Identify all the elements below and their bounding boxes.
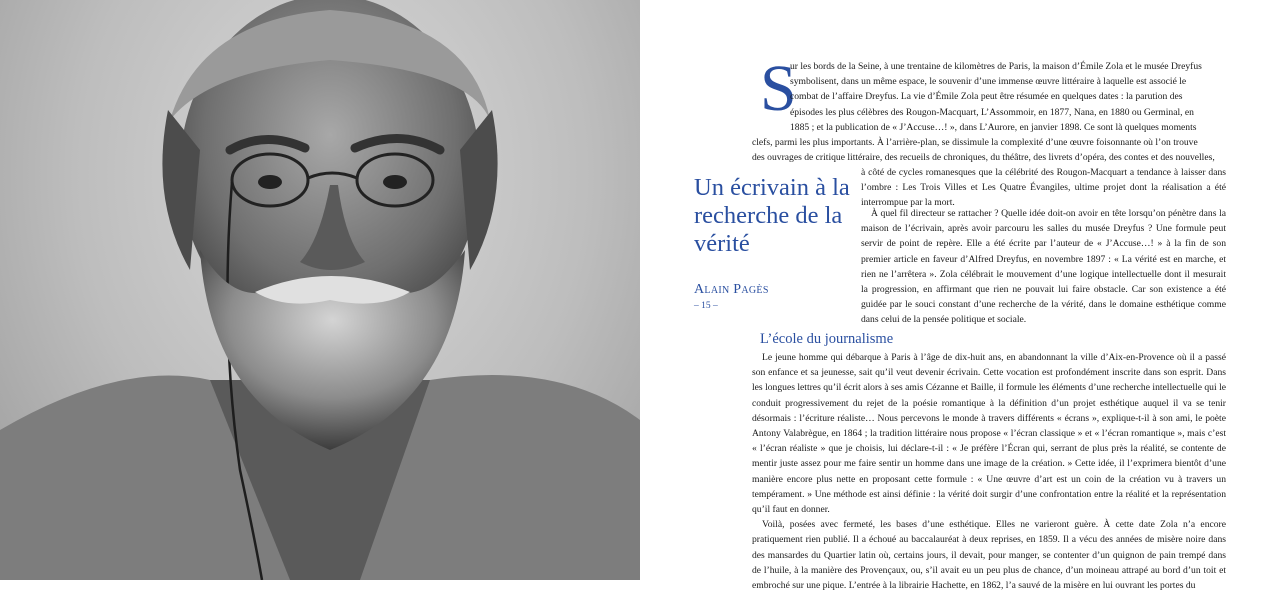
text-line: symbolisent, dans un même espace, le souvenir d’une immense œuvre littéraire à laquelle est associé le	[790, 76, 1187, 88]
text-line: ur les bords de la Seine, à une trentaine de kilomètres de Paris, la maison d’Émile Zola et le musée Dreyfus	[790, 61, 1202, 72]
drop-cap: S	[760, 52, 797, 125]
text-line: des ouvrages de critique littéraire, des recueils de chroniques, du théâtre, des livrets d’opéra, des contes et des nouvelles,	[752, 152, 1215, 164]
portrait-illustration	[0, 0, 640, 580]
section-heading: L’école du journalisme	[760, 331, 894, 347]
paragraph: À quel fil directeur se rattacher ? Quelle idée doit-on avoir en tête lorsqu’on pénètre dans la maison de l’écrivain, après avoir parcouru les salles du musée Dreyfus ? Une formule peut servir de point de repère. Elle a été écrite par l’auteur de « J’Accuse…! » à la fin de son premier article en faveur d’Alfred Dreyfus, en novembre 1897 : « La vérité est en marche, et rien ne l’arrêtera ». Zola célébrait le mouvement d’une logique intellectuelle dont il mesurait la progression, en affirmant que rien ne pouvait lui faire obstacle. Car son existence a été guidée par le souci constant d’une recherche de la vérité, dans le domaine esthétique comme dans celui de la pensée politique et sociale.	[861, 208, 1226, 326]
text-page	[640, 0, 1280, 592]
text-line: 1885 ; et la publication de « J’Accuse…! », dans L’Aurore, en janvier 1898. Ce sont là quelques moments	[790, 121, 1197, 133]
paragraph: à côté de cycles romanesques que la célébrité des Rougon-Macquart a tendance à laisser dans l’ombre : Les Trois Villes et Les Quatre Évangiles, ultime projet dont la réalisation a été interrompue par la mort.	[861, 167, 1226, 209]
article-title: Un écrivain à la recherche de la vérité	[694, 174, 850, 257]
paragraph-2	[861, 206, 1226, 328]
section-body	[752, 350, 1226, 593]
intro-first-lines	[790, 59, 1226, 135]
text-line: épisodes les plus célèbres des Rougon-Macquart, L’Assommoir, en 1877, Nana, en 1880 ou Germinal, en	[790, 106, 1194, 118]
text-line: combat de l’affaire Dreyfus. La vie d’Émile Zola peut être résumée en quelques dates : la parution des	[790, 91, 1183, 103]
intro-paragraph-rest	[861, 165, 1226, 211]
portrait-photo	[0, 0, 640, 580]
page-number: – 15 –	[694, 301, 718, 311]
paragraph: Le jeune homme qui débarque à Paris à l’âge de dix-huit ans, en abandonnant la ville d’Aix-en-Provence où il a passé son enfance et sa jeunesse, sait qu’il veut devenir écrivain. Cette vocation est profondément inscrite dans son esprit. Dans les longues lettres qu’il écrit alors à ses amis Cézanne et Baille, il formule les éléments d’une recherche intellectuelle qui le conduit progressivement du rejet de la poésie romantique à la définition d’un projet esthétique auquel il va se tenir désormais : l’écriture réaliste… Nous percevons le monde à travers différents « écrans », explique-t-il à son ami, le poète Antony Valabrègue, en 1864 ; la tradition littéraire nous propose « l’écran classique » et « l’écran romantique », mais c’est « l’écran réaliste » que je choisis, lui déclare-t-il : « Je préfère l’Écran qui, serrant de plus près la réalité, se contente de mentir juste assez pour me faire sentir un homme dans une image de la création. » Cette idée, il l’exprimera bientôt d’une manière encore plus nette en proposant cette formule : « Une œuvre d’art est un coin de la création vu à travers un tempérament. » Une méthode est ainsi définie : la vérité doit surgir d’une confrontation entre la réalité et la représentation qu’il faut en donner.	[752, 352, 1226, 516]
text-line: clefs, parmi les plus importants. À l’arrière-plan, se dissimule la complexité d’une œuvre foisonnante où l’on trouve	[752, 137, 1198, 148]
author-name: Alain Pagès	[694, 282, 769, 297]
paragraph: Voilà, posées avec fermeté, les bases d’une esthétique. Elles ne varieront guère. À cette date Zola n’a encore pratiquement rien publié. Il a échoué au baccalauréat à deux reprises, en 1859. Il a vécu des années de misère noire dans des mansardes du Quartier latin où, certains jours, il devait, pour manger, se contenter d’un quignon de pain trempé dans de l’huile, à la manière des Provençaux, ou, s’il avait eu un peu plus de chance, d’un moineau attrapé au bord d’un toit et embroché sur une pique. L’entrée à la librairie Hachette, en 1862, l’a sauvé de la misère en lui ouvrant les portes du	[752, 519, 1226, 592]
intro-wide-lines	[752, 135, 1226, 165]
